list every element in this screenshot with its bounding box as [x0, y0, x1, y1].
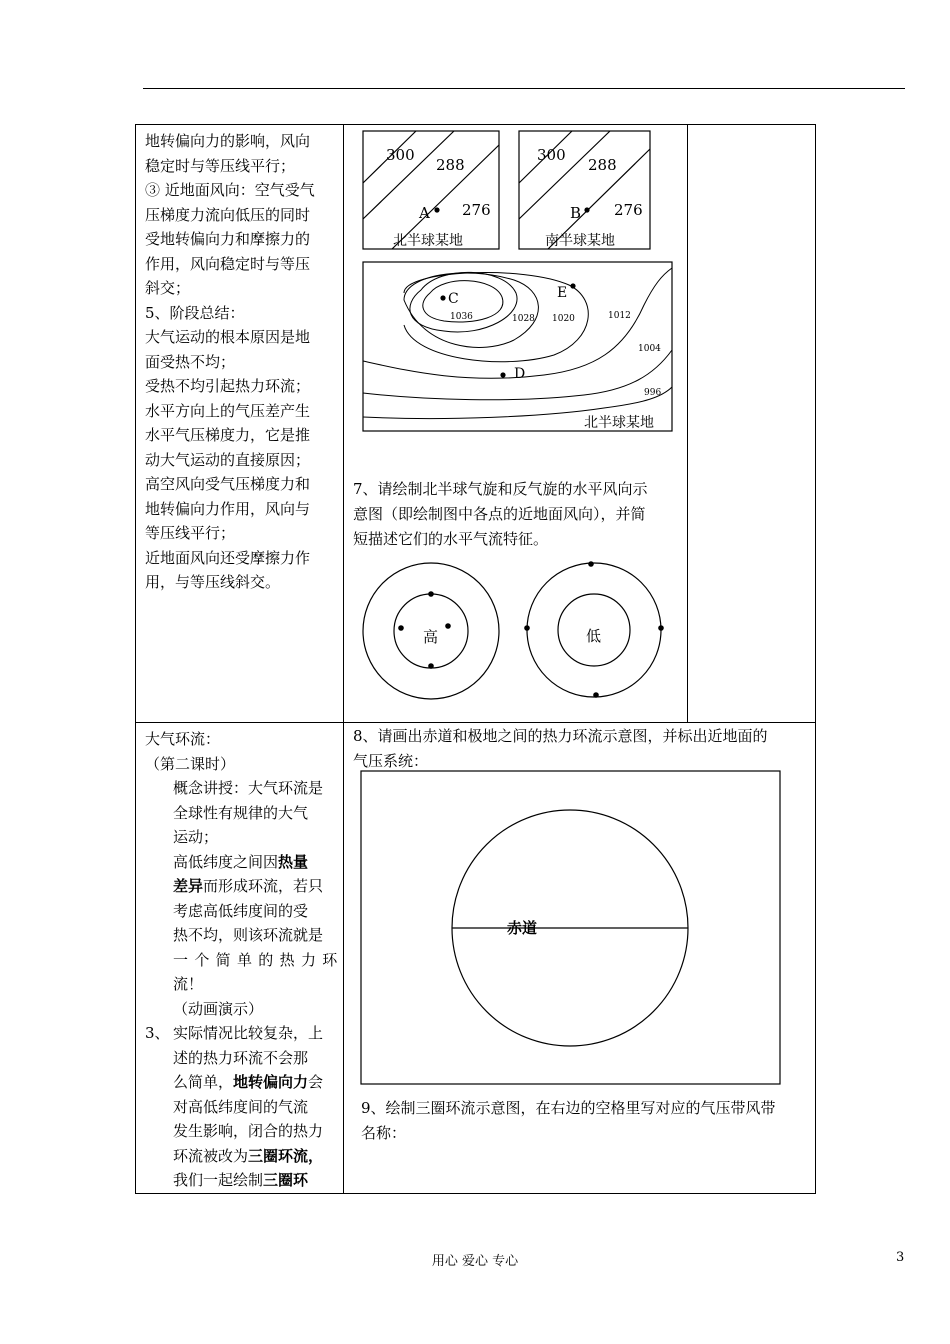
isobar-value: 996 [644, 388, 662, 398]
bold-run: 三圈环流， [248, 1146, 324, 1165]
teaching-notes-cell [136, 125, 344, 723]
question-7-line: 短描述它们的水平气流特征。 [353, 530, 549, 548]
footer-slogan: 用心 爱心 专心 [431, 1254, 519, 1269]
concept-line: 热不均，则该环流就是 [173, 926, 324, 944]
concept-line: 概念讲授：大气环流是 [173, 779, 324, 797]
text-run: 而形成环流，若只 [203, 877, 324, 895]
circulation-notes-cell [136, 723, 344, 1194]
point-b-marker [585, 207, 590, 212]
item-number: 3、 [145, 1024, 170, 1042]
low-pressure-diagram [524, 561, 664, 698]
text-run: 会 [308, 1073, 324, 1091]
demo-line: （动画演示） [173, 999, 264, 1018]
item-line: 发生影响，闭合的热力 [173, 1122, 324, 1140]
point-label: D [514, 366, 526, 382]
isobar-value: 1004 [638, 344, 662, 354]
blank-cell [687, 125, 815, 723]
note-line: 地转偏向力的影响，风向 [145, 132, 311, 150]
table-row [136, 125, 816, 723]
table-row [136, 723, 816, 1194]
note-line: 面受热不均； [145, 352, 236, 371]
point-label: A [419, 204, 431, 222]
exercise-cell [344, 125, 688, 723]
note-line: 高空风向受气压梯度力和 [145, 475, 311, 493]
note-line: 近地面风向还受摩擦力作 [145, 548, 311, 567]
note-line: 稳定时与等压线平行； [145, 156, 296, 175]
text-run: 我们一起绘制 [173, 1171, 264, 1189]
isobar-label: 276 [614, 201, 643, 219]
concept-line: 流！ [173, 975, 204, 993]
question-8-line: 气压系统： [353, 752, 429, 770]
concept-line: 运动； [173, 828, 219, 846]
note-line: 5、阶段总结： [145, 303, 245, 322]
text-run: 高低纬度之间因 [173, 852, 279, 871]
circulation-notes [136, 723, 343, 1193]
diagram-caption: 北半球某地 [393, 233, 464, 249]
page-number: 3 [896, 1250, 905, 1265]
north-hemisphere-diagram [363, 131, 499, 249]
note-line: 压梯度力流向低压的同时 [145, 205, 311, 224]
bold-run: 热量 [278, 852, 309, 871]
text-run: 环流被改为 [173, 1146, 249, 1165]
note-line: 用，与等压线斜交。 [145, 573, 281, 591]
question-9-line: 9、绘制三圈环流示意图，在右边的空格里写对应的气压带风带 [361, 1099, 776, 1117]
item-line: 实际情况比较复杂，上 [173, 1024, 324, 1042]
point-d-marker [501, 372, 506, 377]
high-pressure-diagram [363, 563, 499, 699]
low-label: 低 [586, 627, 602, 645]
isobar-label: 300 [537, 146, 566, 164]
point-label: B [570, 204, 582, 222]
point-a-marker [435, 207, 440, 212]
concept-line [145, 850, 337, 875]
item-line [145, 1168, 337, 1193]
point-e-marker [571, 283, 576, 288]
note-line: 大气运动的根本原因是地 [145, 328, 311, 346]
diagram-caption: 南半球某地 [545, 233, 616, 249]
point-label: E [557, 285, 568, 301]
high-label: 高 [423, 628, 439, 646]
concept-line: 一个简单的热力环 [173, 950, 338, 969]
point-label: C [448, 291, 460, 307]
text-run: 么简单， [173, 1073, 234, 1091]
bold-run: 差异 [173, 877, 204, 895]
concept-line: 考虑高低纬度间的受 [173, 901, 309, 920]
bold-run: 地转偏向力 [233, 1073, 309, 1091]
item-line [145, 1070, 337, 1095]
isobar-value: 1036 [450, 312, 474, 322]
note-line: 动大气运动的直接原因； [145, 450, 311, 469]
section-title: 大气环流： [145, 730, 221, 748]
exercise-diagrams [344, 125, 687, 723]
note-line: ③ 近地面风向：空气受气 [145, 181, 315, 199]
note-line: 水平方向上的气压差产生 [145, 401, 311, 420]
note-line: 水平气压梯度力，它是推 [145, 426, 311, 444]
teaching-notes [136, 125, 343, 595]
note-line: 受热不均引起热力环流； [145, 377, 311, 395]
equator-label: 赤道 [507, 919, 538, 937]
question-7-line: 意图（即绘制图中各点的近地面风向），并简 [353, 505, 646, 523]
note-line: 地转偏向力作用，风向与 [145, 499, 311, 518]
isobar-label: 300 [386, 146, 415, 164]
note-line: 等压线平行； [145, 524, 236, 542]
south-hemisphere-diagram [519, 131, 650, 249]
note-line: 受地转偏向力和摩擦力的 [145, 230, 311, 248]
isobar-value: 1020 [552, 314, 576, 324]
exercise-cell-2 [344, 723, 816, 1194]
isobar-label: 288 [436, 156, 465, 174]
item-line: 对高低纬度间的气流 [173, 1097, 309, 1116]
concept-line [145, 874, 337, 899]
lesson-table [135, 124, 816, 1194]
question-8-line: 8、请画出赤道和极地之间的热力环流示意图，并标出近地面的 [353, 727, 768, 745]
isobar-value: 1028 [512, 314, 536, 324]
question-9-line: 名称： [361, 1124, 407, 1142]
note-line: 斜交； [145, 279, 191, 297]
concept-line: 全球性有规律的大气 [173, 803, 309, 822]
header-rule [143, 88, 905, 89]
isobar-label: 288 [588, 156, 617, 174]
bold-run: 三圈环 [263, 1171, 309, 1189]
isobar-map [363, 262, 672, 431]
lesson-label: （第二课时） [145, 754, 236, 773]
item-line [145, 1144, 337, 1169]
diagram-caption: 北半球某地 [584, 415, 655, 431]
item-3 [145, 1021, 337, 1046]
note-line: 作用，风向稳定时与等压 [145, 254, 311, 273]
equator-pole-diagram [361, 771, 780, 1084]
point-c-marker [441, 295, 446, 300]
isobar-label: 276 [462, 201, 491, 219]
circulation-exercise [344, 723, 823, 1194]
item-line: 述的热力环流不会那 [173, 1048, 309, 1067]
question-7-line: 7、请绘制北半球气旋和反气旋的水平风向示 [353, 480, 648, 498]
isobar-value: 1012 [608, 311, 632, 321]
